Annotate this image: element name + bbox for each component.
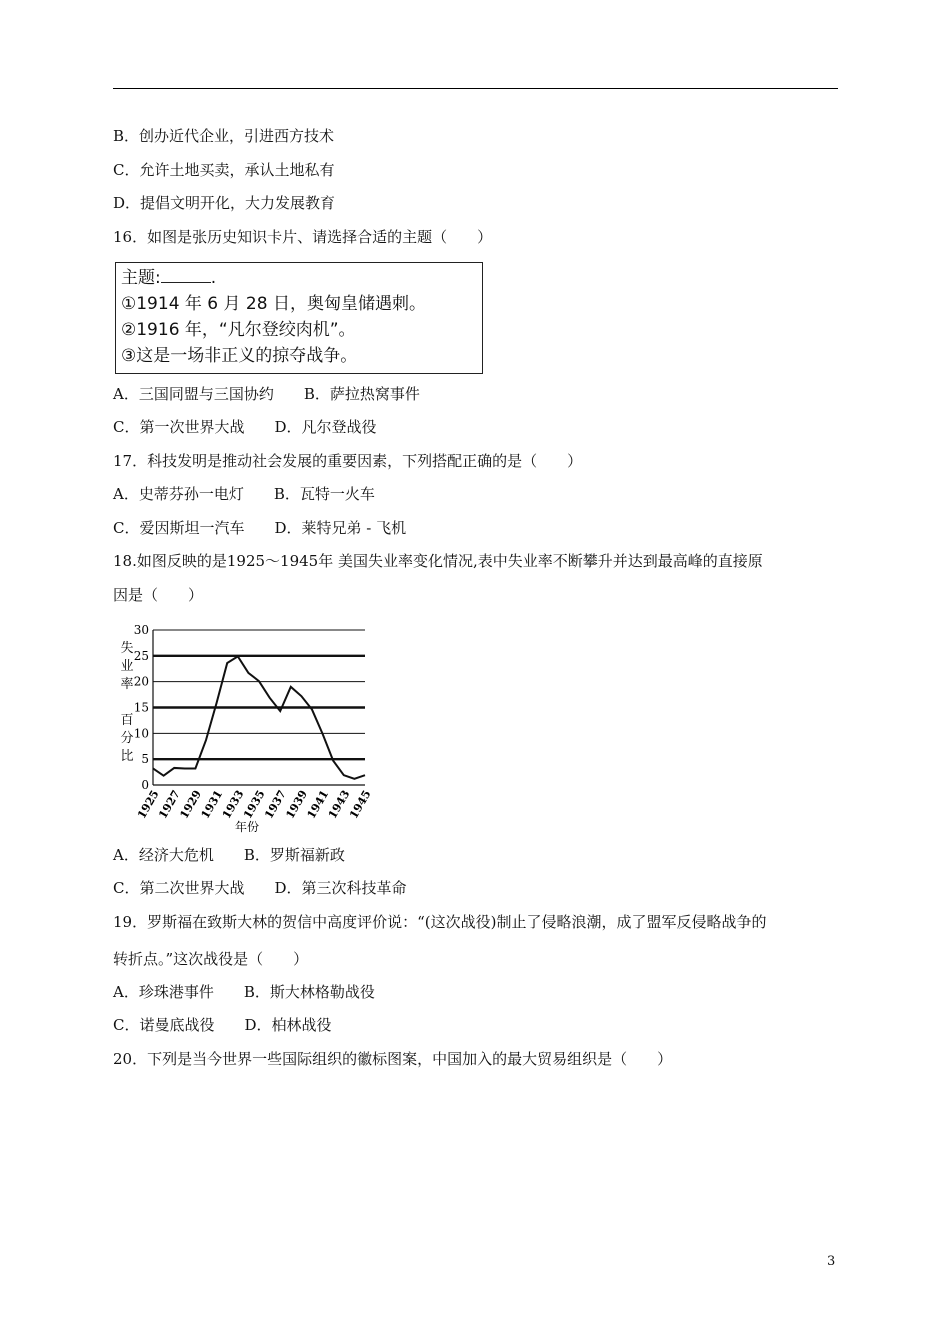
x-tick-label: 1929 bbox=[177, 788, 204, 822]
x-tick-label: 1945 bbox=[347, 788, 374, 822]
unemployment-series-line bbox=[153, 656, 365, 778]
y-axis-title-char: 百 bbox=[120, 713, 134, 728]
y-tick-label: 5 bbox=[141, 752, 149, 767]
q19-stem-line1: 19．罗斯福在致斯大林的贺信中高度评价说：“(这次战役)制止了侵略浪潮，成了盟军反侵略战争的 bbox=[113, 913, 767, 931]
q15-option-d: D．提倡文明开化，大力发展教育 bbox=[113, 194, 336, 212]
chart-y-axis-title bbox=[120, 640, 133, 764]
y-axis-title-char: 比 bbox=[120, 749, 134, 764]
q18-options-cd: C．第二次世界大战 D．第三次科技革命 bbox=[113, 879, 407, 897]
y-tick-label: 30 bbox=[133, 623, 149, 637]
page-number: 3 bbox=[827, 1254, 836, 1269]
y-tick-label: 0 bbox=[141, 778, 149, 792]
x-tick-label: 1935 bbox=[241, 788, 268, 822]
q17-options-ab: A．史蒂芬孙一电灯 B．瓦特一火车 bbox=[113, 485, 375, 503]
card-item-2: ②1916 年，“凡尔登绞肉机”。 bbox=[121, 320, 356, 340]
card-title-label: 主题: bbox=[121, 268, 161, 288]
history-knowledge-card bbox=[115, 262, 483, 374]
unemployment-line-chart bbox=[113, 618, 393, 838]
y-axis-title-char: 分 bbox=[120, 731, 134, 746]
y-axis-title-char: 业 bbox=[120, 659, 134, 674]
q19-options-cd: C．诺曼底战役 D．柏林战役 bbox=[113, 1016, 332, 1034]
q16-options-ab: A．三国同盟与三国协约 B．萨拉热窝事件 bbox=[113, 385, 420, 403]
x-tick-label: 1925 bbox=[135, 788, 162, 822]
x-tick-label: 1933 bbox=[219, 788, 247, 822]
card-title-dot: . bbox=[210, 268, 217, 288]
q15-option-c: C．允许土地买卖，承认土地私有 bbox=[113, 161, 335, 179]
x-tick-label: 1943 bbox=[325, 788, 353, 822]
y-tick-label: 10 bbox=[133, 726, 149, 741]
q19-stem-line2: 转折点。”这次战役是（ ） bbox=[113, 950, 309, 968]
q15-option-b: B．创办近代企业，引进西方技术 bbox=[113, 127, 335, 145]
chart-x-ticks bbox=[135, 788, 374, 821]
x-tick-label: 1939 bbox=[283, 788, 310, 822]
header-rule bbox=[113, 88, 838, 89]
x-tick-label: 1927 bbox=[156, 788, 183, 822]
x-tick-label: 1931 bbox=[198, 788, 226, 822]
card-title-row bbox=[121, 265, 477, 291]
q17-stem: 17．科技发明是推动社会发展的重要因素，下列搭配正确的是（ ） bbox=[113, 452, 583, 470]
q18-stem-line2: 因是（ ） bbox=[113, 586, 204, 604]
y-tick-label: 20 bbox=[133, 674, 149, 689]
q18-stem-line1: 18.如图反映的是1925～1945年 美国失业率变化情况,表中失业率不断攀升并达到最高峰的直接原 bbox=[113, 552, 763, 570]
q16-stem: 16．如图是张历史知识卡片、请选择合适的主题（ ） bbox=[113, 228, 493, 246]
q19-options-ab: A．珍珠港事件 B．斯大林格勒战役 bbox=[113, 983, 375, 1001]
chart-x-axis-title: 年份 bbox=[234, 820, 260, 834]
q17-options-cd: C．爱因斯坦一汽车 D．莱特兄弟 - 飞机 bbox=[113, 519, 407, 537]
q20-stem: 20．下列是当今世界一些国际组织的徽标图案，中国加入的最大贸易组织是（ ） bbox=[113, 1050, 673, 1068]
card-item-3: ③这是一场非正义的掠夺战争。 bbox=[121, 346, 358, 366]
card-item-1: ①1914 年 6 月 28 日，奥匈皇储遇刺。 bbox=[121, 294, 426, 314]
x-tick-label: 1941 bbox=[304, 788, 332, 822]
q18-options-ab: A．经济大危机 B．罗斯福新政 bbox=[113, 846, 345, 864]
y-axis-title-char: 失 bbox=[120, 641, 134, 656]
chart-y-ticks bbox=[134, 623, 149, 792]
card-title-blank bbox=[161, 266, 211, 283]
q16-options-cd: C．第一次世界大战 D．凡尔登战役 bbox=[113, 418, 377, 436]
x-tick-label: 1937 bbox=[262, 788, 289, 822]
y-tick-label: 15 bbox=[133, 700, 149, 715]
y-tick-label: 25 bbox=[133, 648, 149, 663]
y-axis-title-char: 率 bbox=[120, 677, 134, 692]
